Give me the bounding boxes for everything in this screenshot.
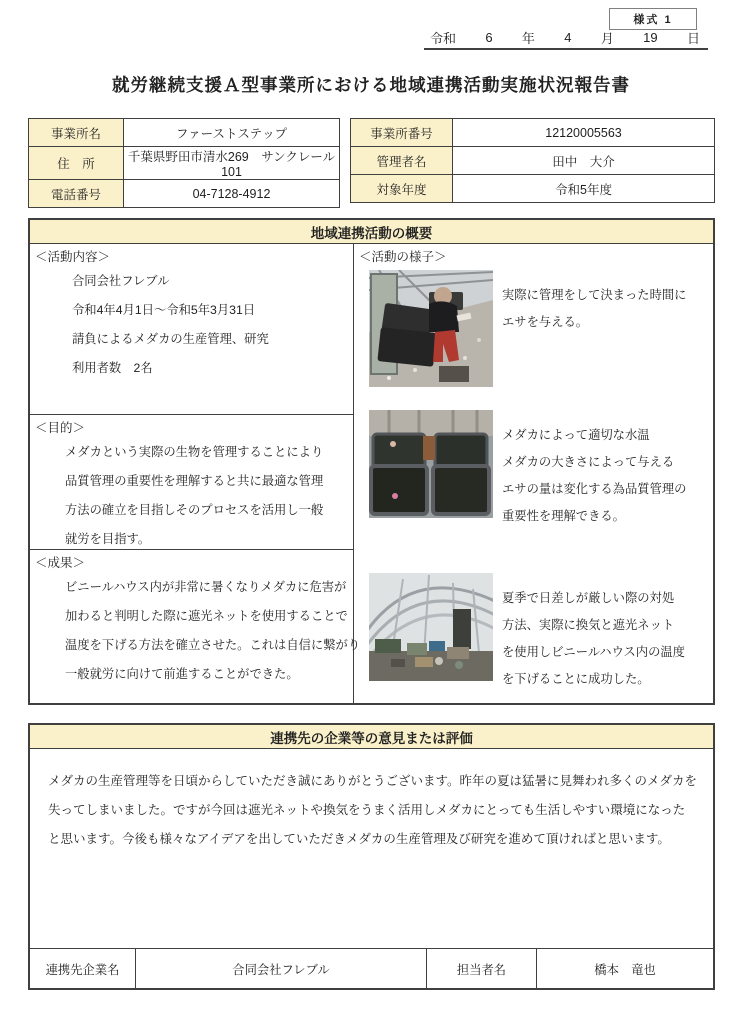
activity-line: 請負によるメダカの生産管理、研究 <box>72 332 269 346</box>
feedback-body: メダカの生産管理等を日頃からしていただき誠にありがとうございます。昨年の夏は猛暑に見舞われ多くのメダカを失ってしまいました。ですが今回は遮光ネットや換気をうまく活用しメダカにとっても生活しやすい環境になったと思います。今後も様々なアイデアを出していただきメダカの生産管理及び研究を進めて頂ければと思います。 <box>48 774 698 846</box>
date-month-unit: 月 <box>600 30 614 46</box>
feeding-caption: 実際に管理をして決まった時間に エサを与える。 <box>502 288 687 329</box>
purpose-line: 品質管理の重要性を理解すると共に最適な管理 <box>65 474 324 488</box>
purpose-line: 就労を目指す。 <box>65 532 151 546</box>
address-value: 千葉県野田市清水269 サンクレール101 <box>124 147 340 180</box>
office-info-table-right <box>350 118 715 203</box>
water-tanks-photo <box>369 410 493 518</box>
activity-line: 利用者数 2名 <box>72 361 153 375</box>
manager-value: 田中 大介 <box>453 147 715 175</box>
feeding-photo <box>369 270 493 387</box>
result-line: 加わると判明した際に遮光ネットを使用することで <box>65 609 348 623</box>
target-year-label: 対象年度 <box>351 175 453 203</box>
table-row <box>29 119 340 147</box>
manager-label: 管理者名 <box>351 147 453 175</box>
date-month: 4 <box>564 29 572 45</box>
table-row <box>29 180 340 208</box>
overview-left-column <box>30 244 361 703</box>
result-line: 一般就労に向けて前進することができた。 <box>65 667 299 681</box>
contact-person-label: 担当者名 <box>427 949 537 988</box>
result-label: ＜成果＞ <box>35 556 86 570</box>
purpose-line: メダカという実際の生物を管理することにより <box>65 445 324 459</box>
activity-line: 令和4年4月1日～令和5年3月31日 <box>72 303 256 317</box>
report-date <box>424 28 708 50</box>
phone-label: 電話番号 <box>29 180 124 208</box>
purpose-label: ＜目的＞ <box>35 421 86 435</box>
page-title: 就労継続支援Ａ型事業所における地域連携活動実施状況報告書 <box>112 75 630 95</box>
tanks-caption: メダカによって適切な水温 メダカの大きさによって与える エサの量は変化する為品質管理の 重要性を理解できる。 <box>502 428 687 523</box>
feedback-header: 連携先の企業等の意見または評価 <box>30 725 713 749</box>
partner-company-label: 連携先企業名 <box>30 949 136 988</box>
form-style-tag: 様式 1 <box>609 8 697 30</box>
feedback-section <box>28 723 715 990</box>
target-year-value: 令和5年度 <box>453 175 715 203</box>
photo-group-tanks <box>359 410 707 530</box>
activity-photos-column <box>354 244 713 703</box>
activity-content-cell <box>30 244 353 415</box>
address-label: 住 所 <box>29 147 124 180</box>
photo-group-greenhouse <box>359 573 707 693</box>
office-number-value: 12120005563 <box>453 119 715 147</box>
office-info-table-left <box>28 118 340 208</box>
photo-group-feeding <box>359 270 707 387</box>
purpose-cell <box>30 415 353 550</box>
overview-header: 地域連携活動の概要 <box>30 220 713 244</box>
activity-label: ＜活動内容＞ <box>35 250 111 264</box>
date-era: 令和 <box>430 30 457 46</box>
table-row <box>29 147 340 180</box>
partner-company-value: 合同会社フレブル <box>136 949 427 988</box>
purpose-line: 方法の確立を目指しそのプロセスを活用し一般 <box>65 503 324 517</box>
contact-person-value: 橋本 竜也 <box>594 962 656 977</box>
overview-section <box>28 218 715 705</box>
activity-line: 合同会社フレブル <box>72 274 170 288</box>
office-name-label: 事業所名 <box>29 119 124 147</box>
table-row <box>351 147 715 175</box>
greenhouse-caption: 夏季で日差しが厳しい際の対処 方法、実際に換気と遮光ネット を使用しビニールハウス内の温度 を下げることに成功した。 <box>502 591 685 686</box>
feedback-footer-row <box>30 948 713 988</box>
date-year: 6 <box>485 29 493 45</box>
date-day: 19 <box>643 29 658 45</box>
table-row <box>351 119 715 147</box>
result-cell <box>30 550 361 703</box>
date-day-unit: 日 <box>686 30 700 46</box>
result-line: 温度を下げる方法を確立させた。これは自信に繋がり <box>65 638 361 652</box>
table-row <box>351 175 715 203</box>
office-name-value: ファーストステップ <box>124 119 340 147</box>
phone-value: 04-7128-4912 <box>124 180 340 208</box>
photos-label: ＜活動の様子＞ <box>359 250 447 264</box>
result-line: ビニールハウス内が非常に暑くなりメダカに危害が <box>65 580 347 594</box>
date-year-unit: 年 <box>521 30 535 46</box>
greenhouse-photo <box>369 573 493 681</box>
office-number-label: 事業所番号 <box>351 119 453 147</box>
